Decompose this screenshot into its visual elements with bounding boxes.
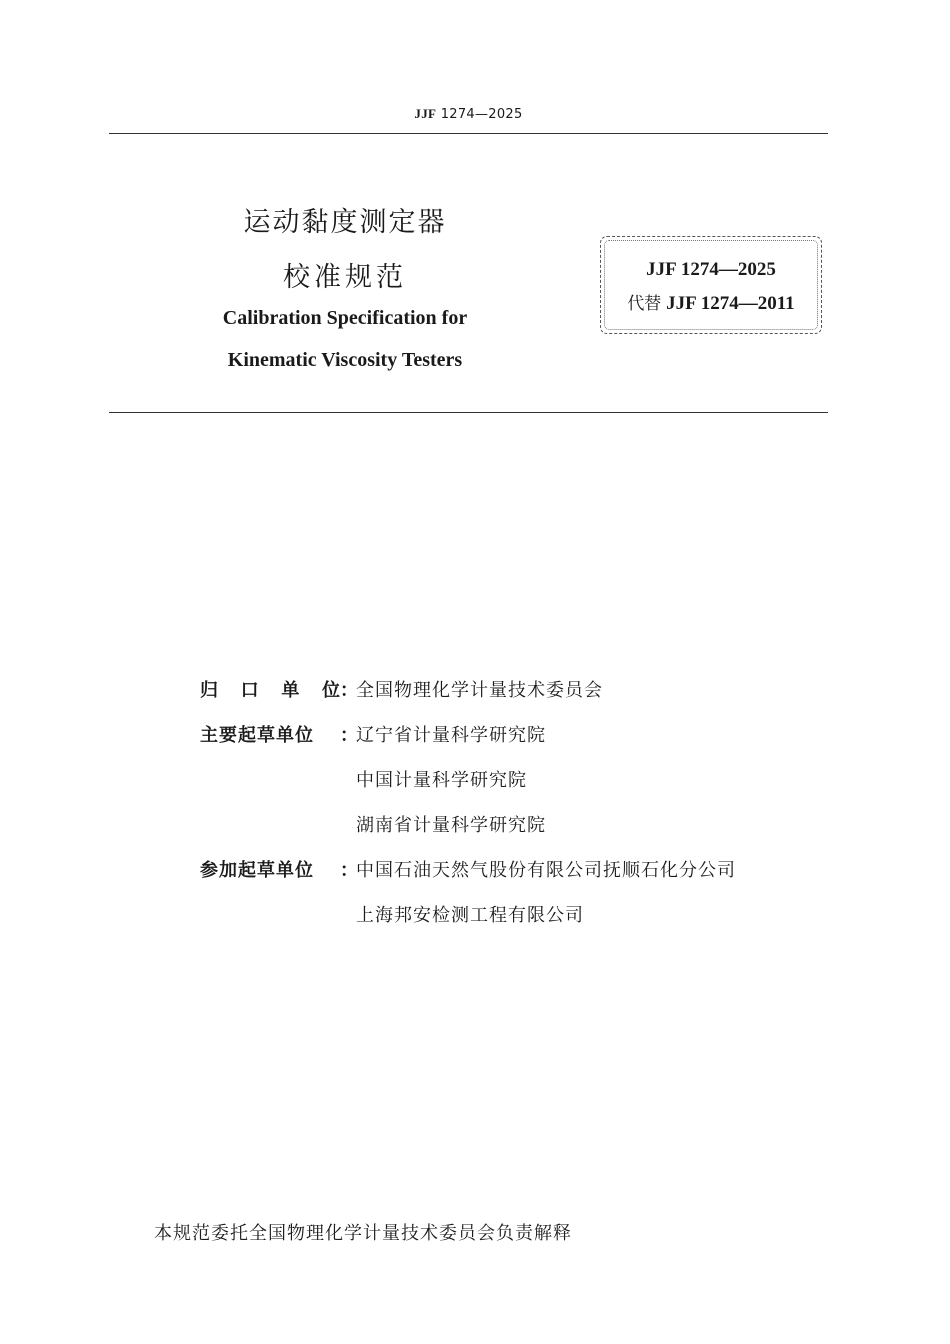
replaced-standard-code: JJF 1274—2011 [666, 293, 795, 314]
title-cn-line2: 校准规范 [283, 262, 407, 293]
participating-drafter-row [200, 901, 840, 946]
running-header-code [0, 106, 937, 122]
label-char: 单 [281, 680, 300, 701]
main-drafter-row [200, 811, 840, 856]
label-char: 归 [200, 680, 218, 701]
code-box-inner-border [604, 240, 818, 330]
header-code-prefix: JJF [414, 106, 437, 121]
replaces-code [601, 289, 821, 315]
standard-code-box [600, 236, 822, 334]
main-drafter-value: 辽宁省计量科学研究院 [356, 725, 546, 746]
title-cn-line1: 运动黏度测定器 [243, 207, 447, 238]
main-drafter-row [200, 766, 840, 811]
title-section-rule [109, 412, 828, 413]
participating-drafter-value: 中国石油天然气股份有限公司抚顺石化分公司 [356, 860, 736, 881]
responsible-unit-row [200, 676, 840, 721]
responsible-unit-value: 全国物理化学计量技术委员会 [356, 680, 603, 701]
responsible-unit-label [200, 676, 340, 702]
drafting-organizations [200, 676, 840, 946]
main-drafter-row [200, 721, 840, 766]
main-drafter-value: 中国计量科学研究院 [356, 770, 527, 791]
label-colon: ： [340, 680, 358, 701]
interpretation-note: 本规范委托全国物理化学计量技术委员会负责解释 [154, 1223, 572, 1244]
label-char: 位 [321, 680, 340, 701]
header-rule [109, 133, 828, 134]
main-drafter-value: 湖南省计量科学研究院 [356, 815, 546, 836]
title-en-line1: Calibration Specification for [222, 307, 468, 329]
label-colon: ： [340, 725, 358, 746]
title-en-line2: Kinematic Viscosity Testers [227, 349, 463, 371]
replaces-label: 代替 [627, 294, 662, 314]
label-char: 口 [240, 680, 259, 701]
participating-drafter-row [200, 856, 840, 901]
header-code-number: 1274—2025 [440, 107, 523, 122]
participating-drafter-value: 上海邦安检测工程有限公司 [356, 905, 584, 926]
participating-drafters-label: 参加起草单位 [200, 860, 314, 881]
main-drafters-label: 主要起草单位 [200, 725, 314, 746]
label-colon: ： [340, 860, 358, 881]
standard-code: JJF 1274—2025 [646, 259, 776, 280]
